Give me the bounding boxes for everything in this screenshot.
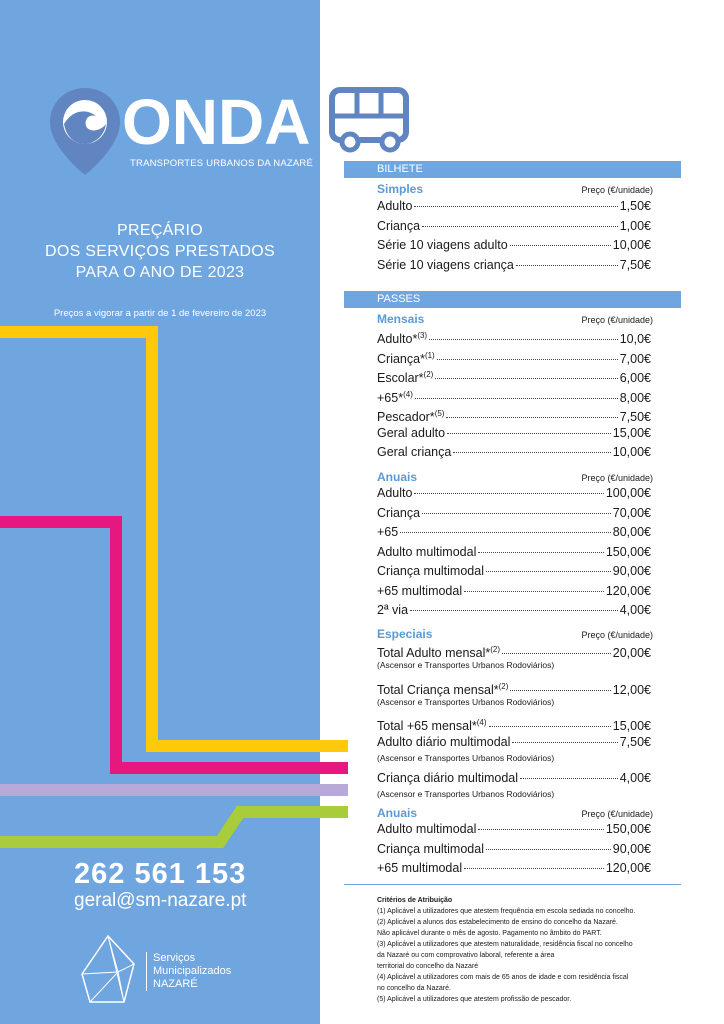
footnote-ref: (2)	[423, 370, 434, 379]
price-row	[377, 525, 651, 540]
criteria-line: (5) Aplicável a utilizadores que atestem profissão de pescador.	[377, 996, 572, 1003]
criteria-line: da Nazaré ou com comprovativo laboral, referente a área	[377, 952, 555, 959]
price-row-label: +65 multimodal	[377, 583, 463, 598]
price-row-label: Série 10 viagens criança	[377, 257, 514, 272]
criteria-line: (1) Aplicável a utilizadores que atestem frequência em escola sediada no concelho.	[377, 908, 636, 915]
price-row	[377, 238, 651, 253]
validity-note: Preços a vigorar a partir de 1 de fevereiro de 2023	[53, 308, 267, 319]
criteria-line: (3) Aplicável a utilizadores que atestem naturalidade, residência fiscal no concelho	[377, 941, 633, 948]
footnote-ref: (2)	[490, 645, 501, 654]
price-row-label: Adulto*$^{(3)}$	[377, 331, 428, 347]
subsection-especiais	[377, 627, 653, 641]
price-value: 120,00€	[605, 583, 651, 598]
price-row	[377, 642, 651, 661]
dot-leader	[510, 245, 611, 246]
price-row-label: Série 10 viagens adulto	[377, 238, 508, 252]
dot-leader	[446, 417, 617, 418]
bus-icon	[328, 86, 410, 154]
unit-label: Preço (€/unidade)	[581, 315, 653, 325]
price-row	[377, 486, 651, 501]
dot-leader	[437, 359, 618, 360]
price-value: 100,00€	[605, 486, 651, 500]
dot-leader	[516, 265, 618, 266]
price-row-note: (Ascensor e Transportes Urbanos Rodoviários)	[377, 696, 555, 707]
criteria-title: Critérios de Atribuição	[377, 897, 453, 904]
dot-leader	[489, 726, 611, 727]
criteria-line: (2) Aplicável a alunos dos estabelecimento de ensino do concelho da Nazaré.	[377, 919, 618, 926]
page-title	[30, 220, 290, 283]
criteria-line: (4) Aplicável a utilizadores com mais de 65 anos de idade e com residência fiscal	[377, 974, 629, 981]
price-value: 20,00€	[612, 646, 651, 661]
price-row	[377, 564, 651, 579]
price-row-note: (Ascensor e Transportes Urbanos Rodoviários)	[377, 789, 555, 799]
price-row-label: +65*$^{(4)}$	[377, 389, 413, 405]
unit-label: Preço (€/unidade)	[581, 185, 653, 195]
price-row	[377, 842, 651, 857]
dot-leader	[414, 493, 603, 494]
price-value: 1,00€	[619, 218, 651, 233]
price-value: 10,00€	[612, 445, 651, 459]
price-row-label: Geral adulto	[377, 425, 446, 440]
price-row	[377, 445, 651, 460]
price-value: 90,00€	[612, 841, 651, 856]
dot-leader	[464, 868, 604, 869]
price-row	[377, 258, 651, 273]
price-value: 8,00€	[619, 390, 651, 405]
price-row	[377, 584, 651, 599]
price-row-label: Criança diário multimodal	[377, 771, 519, 785]
dot-leader	[520, 778, 618, 779]
footnote-ref: (2)	[498, 681, 509, 691]
price-row-label: Adulto	[377, 199, 413, 213]
price-row	[377, 348, 651, 367]
dot-leader	[435, 378, 617, 379]
unit-label: Preço (€/unidade)	[581, 473, 653, 483]
price-row	[377, 603, 651, 618]
sm-line-2: Municipalizados	[153, 965, 232, 977]
unit-label: Preço (€/unidade)	[581, 630, 653, 640]
price-value: 70,00€	[612, 505, 651, 520]
onda-logo-text: ONDA	[122, 86, 311, 158]
price-row-label: +65	[377, 525, 399, 539]
price-value: 1,50€	[619, 199, 651, 213]
subsection-name: Anuais	[377, 806, 418, 820]
price-row-label: Adulto multimodal	[377, 822, 477, 836]
dot-leader	[478, 829, 603, 830]
dot-leader	[510, 690, 610, 691]
price-row-label: Criança multimodal	[377, 564, 484, 578]
subsection-name: Anuais	[377, 470, 418, 484]
title-line-3: PARA O ANO DE 2023	[75, 264, 245, 281]
criteria-line: territorial do concelho da Nazaré	[377, 963, 479, 970]
phone-number[interactable]: 262 561 153	[74, 858, 247, 890]
footnote-ref: (4)	[403, 389, 413, 399]
price-row-label: Criança	[377, 505, 421, 520]
price-row	[377, 771, 651, 786]
criteria-lines	[377, 906, 687, 1005]
title-line-2: DOS SERVIÇOS PRESTADOS	[44, 243, 276, 260]
price-row	[377, 679, 651, 698]
price-row	[377, 387, 651, 406]
subsection-name: Simples	[377, 182, 424, 196]
price-value: 12,00€	[612, 682, 651, 697]
price-value: 80,00€	[612, 525, 651, 539]
section-header-bilhete: BILHETE	[344, 161, 681, 178]
price-row-label: Escolar*$^{(2)}$	[377, 370, 434, 386]
section-header-passes: PASSES	[344, 291, 681, 308]
price-value: 150,00€	[605, 544, 651, 559]
price-value: 15,00€	[612, 425, 651, 440]
email-address[interactable]: geral@sm-nazare.pt	[74, 890, 247, 911]
title-line-1: PREÇÁRIO	[117, 222, 203, 239]
price-row	[377, 219, 651, 234]
sm-line-1: Serviços	[153, 952, 196, 964]
price-value: 4,00€	[619, 771, 651, 785]
price-row	[377, 715, 651, 734]
price-value: 10,0€	[619, 332, 651, 347]
sm-nazare-text	[146, 952, 231, 991]
price-row	[377, 406, 651, 425]
sm-nazare-logo	[78, 934, 138, 1006]
dot-leader	[453, 452, 610, 453]
subsection-name: Mensais	[377, 312, 425, 326]
price-value: 7,50€	[619, 410, 651, 425]
price-row-label: Geral criança	[377, 445, 452, 459]
dot-leader	[478, 552, 603, 553]
dot-leader	[464, 591, 604, 592]
dot-leader	[502, 653, 611, 654]
price-row-label: Adulto multimodal	[377, 544, 477, 559]
price-row	[377, 426, 651, 441]
subsection-mensais	[377, 312, 653, 326]
price-row-note: (Ascensor e Transportes Urbanos Rodoviários)	[377, 660, 555, 670]
dot-leader	[414, 206, 617, 207]
criteria-block	[377, 895, 687, 1005]
price-row-label: Adulto diário multimodal	[377, 734, 511, 749]
price-row-label: Criança multimodal	[377, 841, 484, 856]
dot-leader	[422, 513, 611, 514]
subsection-simples	[377, 182, 653, 196]
price-row-label: Pescador*$^{(5)}$	[377, 409, 445, 425]
price-value: 6,00€	[619, 371, 651, 386]
price-row	[377, 199, 651, 214]
price-value: 120,00€	[605, 861, 651, 875]
dot-leader	[410, 610, 618, 611]
brand-subtitle: TRANSPORTES URBANOS DA NAZARÉ	[130, 158, 313, 169]
price-row-label: Total Adulto mensal*$^{(2)}$	[377, 645, 501, 661]
price-row	[377, 506, 651, 521]
criteria-line: Não aplicável durante o mês de agosto. Pagamento no âmbito do PART.	[377, 930, 602, 937]
price-row-label: Criança	[377, 218, 421, 233]
subsection-anuais	[377, 470, 653, 484]
price-row	[377, 328, 651, 347]
price-row-label: Adulto	[377, 486, 413, 500]
dot-leader	[512, 742, 617, 743]
price-value: 4,00€	[619, 603, 651, 617]
price-value: 10,00€	[612, 238, 651, 252]
price-value: 7,50€	[619, 257, 651, 272]
price-row	[377, 545, 651, 560]
price-row-label: Total +65 mensal*$^{(4)}$	[377, 718, 487, 734]
dot-leader	[429, 339, 618, 340]
dot-leader	[447, 433, 611, 434]
dot-leader	[415, 398, 618, 399]
divider	[344, 884, 681, 885]
price-row-label: Total Criança mensal*$^{(2)}$	[377, 681, 509, 697]
subsection-anuais-multimodal	[377, 806, 653, 820]
criteria-line: no concelho da Nazaré.	[377, 985, 451, 992]
price-row-label: +65 multimodal	[377, 861, 463, 875]
price-row-note: (Ascensor e Transportes Urbanos Rodoviários)	[377, 752, 555, 763]
price-row	[377, 861, 651, 876]
sm-line-3: NAZARÉ	[153, 978, 198, 990]
footnote-ref: (3)	[417, 331, 428, 340]
footnote-ref: (5)	[434, 409, 445, 418]
dot-leader	[486, 849, 611, 850]
price-row-label: 2ª via	[377, 603, 409, 617]
price-value: 7,50€	[619, 734, 651, 749]
dot-leader	[486, 571, 611, 572]
price-value: 90,00€	[612, 564, 651, 578]
price-value: 15,00€	[612, 719, 651, 734]
dot-leader	[400, 532, 611, 533]
price-row	[377, 367, 651, 386]
price-row-label: Criança*$^{(1)}$	[377, 350, 435, 366]
unit-label: Preço (€/unidade)	[581, 809, 653, 819]
price-value: 7,00€	[619, 351, 651, 366]
price-row	[377, 735, 651, 750]
price-value: 150,00€	[605, 822, 651, 836]
footnote-ref: (4)	[476, 718, 487, 727]
subsection-name: Especiais	[377, 627, 433, 641]
footnote-ref: (1)	[424, 350, 435, 360]
dot-leader	[422, 226, 618, 227]
price-row	[377, 822, 651, 837]
